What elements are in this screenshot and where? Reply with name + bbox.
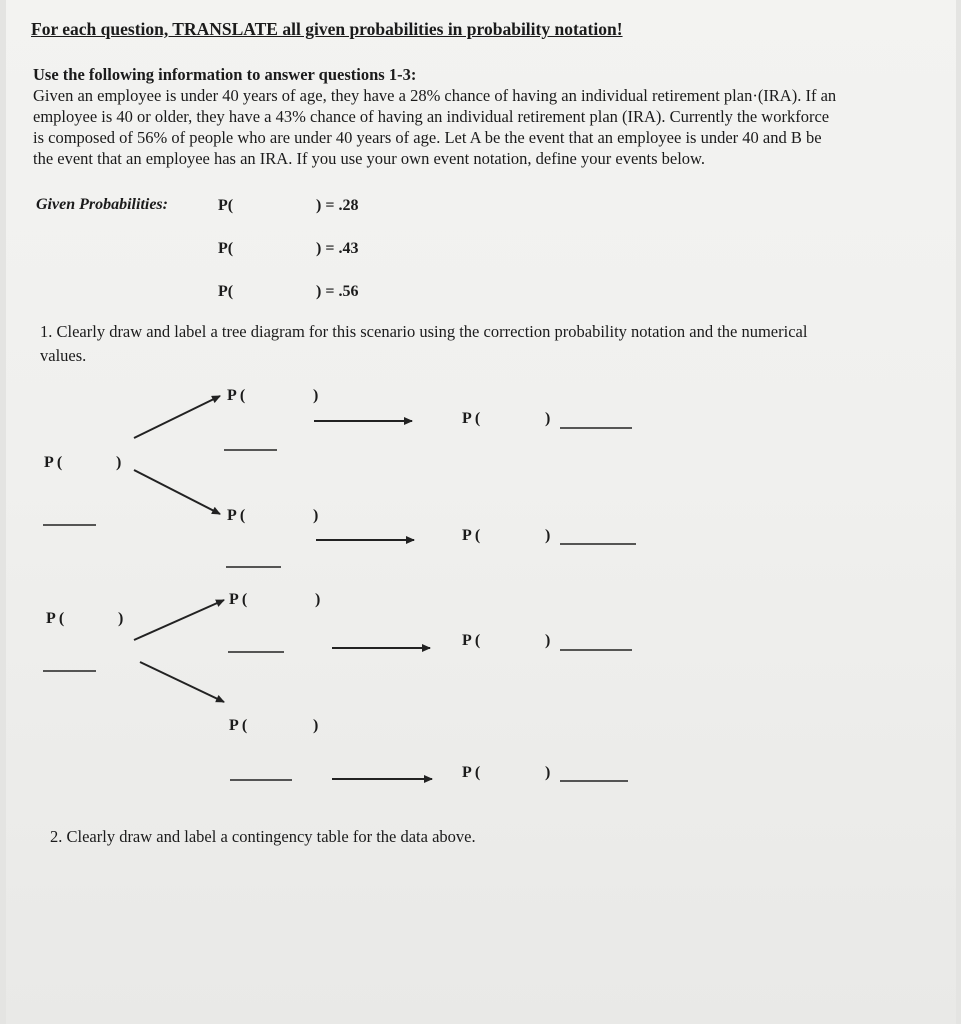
tree-joint-2-close: ) [545, 527, 551, 544]
problem-line: employee is 40 or older, they have a 43% chance of having an individual retirement plan (IRA). Currently the workforce [33, 107, 830, 126]
tree-joint-1-open: P ( [462, 410, 481, 427]
given-prob-3-prefix: P( [218, 283, 234, 300]
page-title: For each question, TRANSLATE all given probabilities in probability notation! [31, 19, 623, 39]
problem-line: the event that an employee has an IRA. If you use your own event notation, define your events below. [33, 149, 706, 168]
tree-branch-4-close: ) [313, 717, 319, 734]
branch-line [134, 600, 224, 640]
given-prob-1-prefix: P( [218, 197, 234, 214]
tree-joint-4-open: P ( [462, 764, 481, 781]
given-prob-2-value: ) = .43 [316, 240, 359, 257]
tree-branch-4-open: P ( [229, 717, 248, 734]
question-1-line: 1. Clearly draw and label a tree diagram for this scenario using the correction probability notation and the numerical [40, 322, 808, 341]
problem-line: is composed of 56% of people who are under 40 years of age. Let A be the event that an employee is under 40 and B be [33, 128, 822, 147]
question-2: 2. Clearly draw and label a contingency table for the data above. [50, 827, 476, 846]
tree-root-2-close: ) [118, 610, 124, 627]
tree-branch-1-close: ) [313, 387, 319, 404]
tree-root-1-open: P ( [44, 454, 63, 471]
given-prob-3-value: ) = .56 [316, 283, 359, 300]
tree-joint-3-open: P ( [462, 632, 481, 649]
tree-joint-1-close: ) [545, 410, 551, 427]
branch-line [134, 396, 220, 438]
tree-branch-3-open: P ( [229, 591, 248, 608]
branch-line [134, 470, 220, 514]
given-probabilities-label: Given Probabilities: [36, 196, 168, 213]
problem-line: Given an employee is under 40 years of age, they have a 28% chance of having an individual retirement plan·(IRA). If an [33, 86, 837, 105]
tree-branch-1-open: P ( [227, 387, 246, 404]
given-prob-2-prefix: P( [218, 240, 234, 257]
tree-joint-3-close: ) [545, 632, 551, 649]
tree-branch-3-close: ) [315, 591, 321, 608]
problem-intro: Use the following information to answer questions 1-3: [33, 65, 417, 84]
question-1-line: values. [40, 346, 87, 365]
given-prob-1-value: ) = .28 [316, 197, 359, 214]
tree-joint-2-open: P ( [462, 527, 481, 544]
tree-root-2-open: P ( [46, 610, 65, 627]
tree-joint-4-close: ) [545, 764, 551, 781]
tree-root-1-close: ) [116, 454, 122, 471]
tree-branch-2-open: P ( [227, 507, 246, 524]
tree-branch-2-close: ) [313, 507, 319, 524]
branch-line [140, 662, 224, 702]
